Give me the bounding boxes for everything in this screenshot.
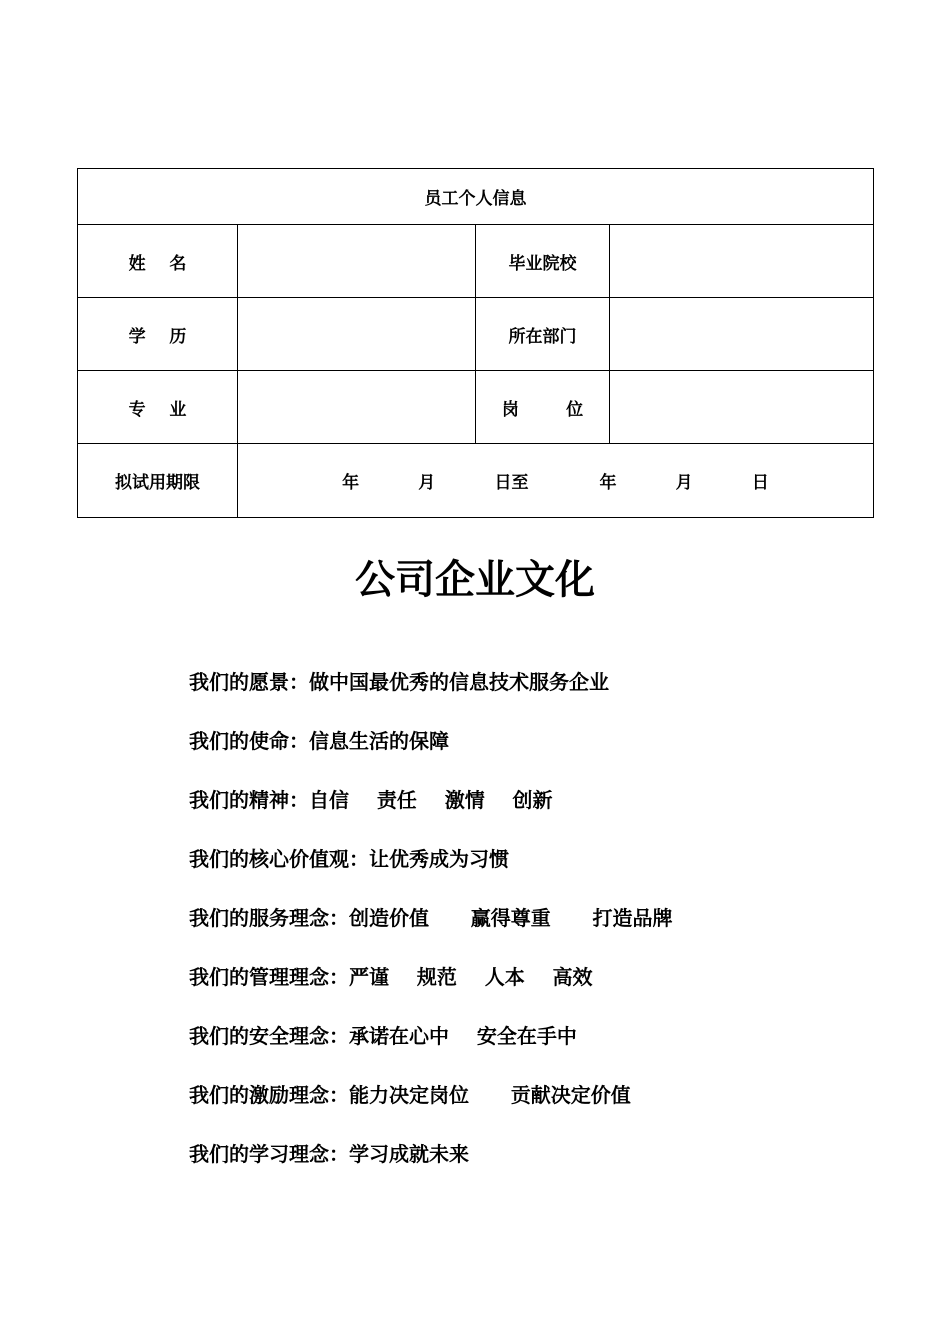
culture-incentive-philosophy: 我们的激励理念：能力决定岗位 贡献决定价值 [189,1083,631,1107]
culture-core-values: 我们的核心价值观：让优秀成为习惯 [189,847,509,871]
name-label: 姓 名 [78,225,238,298]
table-row [78,298,874,371]
department-value-cell[interactable] [610,298,874,371]
department-label: 所在部门 [476,298,610,371]
employee-info-table [77,168,874,518]
trial-period-value: 年 月 日至 年 月 日 [238,444,874,518]
culture-spirit: 我们的精神：自信 责任 激情 创新 [189,788,553,812]
education-label: 学 历 [78,298,238,371]
culture-safety-philosophy: 我们的安全理念：承诺在心中 安全在手中 [189,1024,577,1048]
culture-management-philosophy: 我们的管理理念：严谨 规范 人本 高效 [189,965,593,989]
graduate-school-value-cell[interactable] [610,225,874,298]
table-row [78,225,874,298]
culture-service-philosophy: 我们的服务理念：创造价值 赢得尊重 打造品牌 [189,906,673,930]
education-value-cell[interactable] [238,298,476,371]
culture-mission: 我们的使命：信息生活的保障 [189,729,449,753]
table-title-row [78,169,874,225]
major-label: 专 业 [78,371,238,444]
position-value-cell[interactable] [610,371,874,444]
table-title: 员工个人信息 [78,169,874,225]
name-value-cell[interactable] [238,225,476,298]
culture-list [189,664,673,1195]
culture-title: 公司企业文化 [355,557,595,603]
major-value-cell[interactable] [238,371,476,444]
culture-vision: 我们的愿景：做中国最优秀的信息技术服务企业 [189,670,609,694]
table-row [78,371,874,444]
trial-period-label: 拟试用期限 [78,444,238,518]
graduate-school-label: 毕业院校 [476,225,610,298]
culture-learning-philosophy: 我们的学习理念：学习成就未来 [189,1142,469,1166]
position-label: 岗 位 [476,371,610,444]
table-row [78,444,874,518]
